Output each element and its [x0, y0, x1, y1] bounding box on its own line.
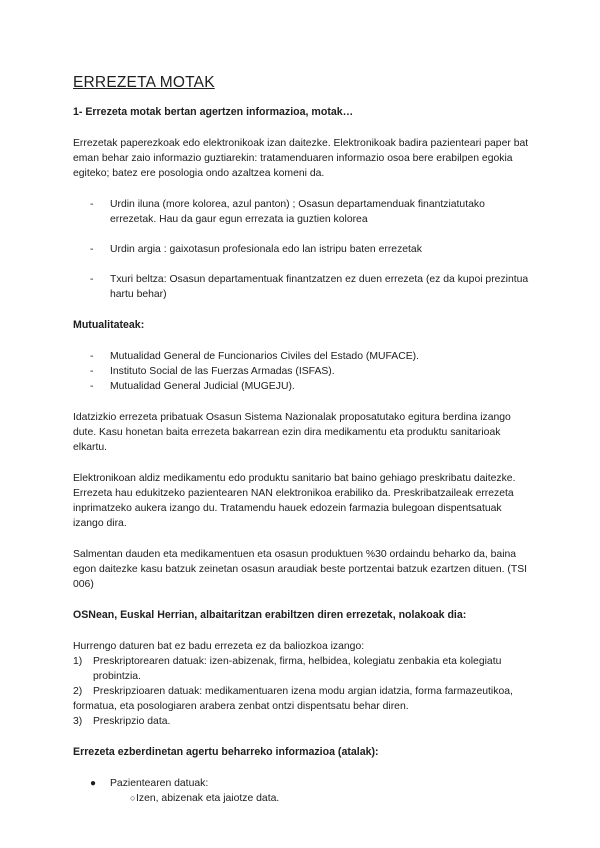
list-item: [73, 714, 530, 729]
required-data-list: [73, 654, 530, 729]
list-item: [73, 654, 530, 684]
paragraph-validity: Hurrengo daturen bat ez badu errezeta ez da baliozkoa izango:: [73, 641, 365, 652]
list-item-text: Pazientearen datuak:: [110, 778, 209, 789]
paragraph-electronic: Elektronikoan aldiz medikamentu edo produktu sanitario bat baino gehiago preskribatu daitezke. Errezeta hau edukitzeko pazientearen NAN elektronikoa erabiliko da. Preskribatzaileak errezeta inprimatzeko aukera izango du. Tratamendu hauek edozein farmazia bulegoan dispentsatuak izango dira.: [73, 473, 516, 529]
list-item: - Urdin argia : gaixotasun profesionala edo lan istripu baten errezetak: [73, 242, 530, 257]
list-item: - Urdin iluna (more kolorea, azul panton) ; Osasun departamenduak finantziatutako errezetak. Hau da gaur egun errezata ia guztien kolorea: [73, 197, 530, 227]
list-item: [73, 684, 530, 714]
list-item: [73, 776, 530, 791]
list-item: - Mutualidad General de Funcionarios Civiles del Estado (MUFACE).: [73, 349, 530, 364]
list-item-text: Preskripzioaren datuak: medikamentuaren izena modu argian idatzia, forma farmazeutikoa, formatua, eta posologiaren arabera zenbat ontzi dispentsatu behar diren.: [73, 686, 513, 712]
paragraph-payment: Salmentan dauden eta medikamentuen eta osasun produktuen %30 ordaindu beharko da, baina egon daitezke kasu batzuk zeinetan osasun araudiak beste portzentai batzuk ezartzen dituen. (TSI 006): [73, 549, 528, 590]
document-title: ERREZETA MOTAK: [73, 74, 215, 91]
list-item: - Mutualidad General Judicial (MUGEJU).: [73, 379, 530, 394]
circle-bullet-icon: ○: [130, 793, 136, 803]
bullet-icon: ●: [90, 778, 97, 789]
info-sublist: [110, 791, 530, 806]
section-heading-osnean: OSNean, Euskal Herrian, albaitaritzan erabiltzen diren errezetak, nolakoak dia:: [73, 609, 467, 621]
paragraph-intro: Errezetak paperezkoak edo elektronikoak izan daitezke. Elektronikoak badira pazienteari paper bat eman behar zaio informazio guztiarekin: tratamenduaren informazio osoa bere erabilpen egokia egiteko; batez ere posologia ondo azaltzea komeni da.: [73, 138, 529, 179]
section-heading-types: 1- Errezeta motak bertan agertzen informazioa, motak…: [73, 106, 354, 118]
list-number: 1): [73, 656, 83, 667]
list-item-text: Preskriptorearen datuak: izen-abizenak, firma, helbidea, kolegiatu zenbakia eta kolegiatu probintzia.: [93, 656, 502, 682]
recipe-types-list: [73, 197, 530, 302]
list-item-text: Izen, abizenak eta jaiotze data.: [136, 793, 280, 804]
list-item: [110, 791, 530, 806]
list-item: - Instituto Social de las Fuerzas Armadas (ISFAS).: [73, 364, 530, 379]
list-item: - Txuri beltza: Osasun departamentuak finantzatzen ez duen errezeta (ez da kupoi prezintua hartu behar): [73, 272, 530, 302]
list-number: 3): [73, 716, 83, 727]
mutualities-list: [73, 349, 530, 394]
list-item-text: Preskripzio data.: [93, 716, 171, 727]
paragraph-private: Idatzizkio errezeta pribatuak Osasun Sistema Nazionalak proposatutako egitura berdina izango dute. Kasu honetan baita errezeta bakarrean ezin dira medikamentu eta produktu sanitarioak elkartu.: [73, 412, 511, 453]
section-heading-mutualities: Mutualitateak:: [73, 319, 145, 331]
list-number: 2): [73, 686, 83, 697]
section-heading-info: Errezeta ezberdinetan agertu beharreko informazioa (atalak):: [73, 746, 379, 758]
info-list: [73, 776, 530, 791]
